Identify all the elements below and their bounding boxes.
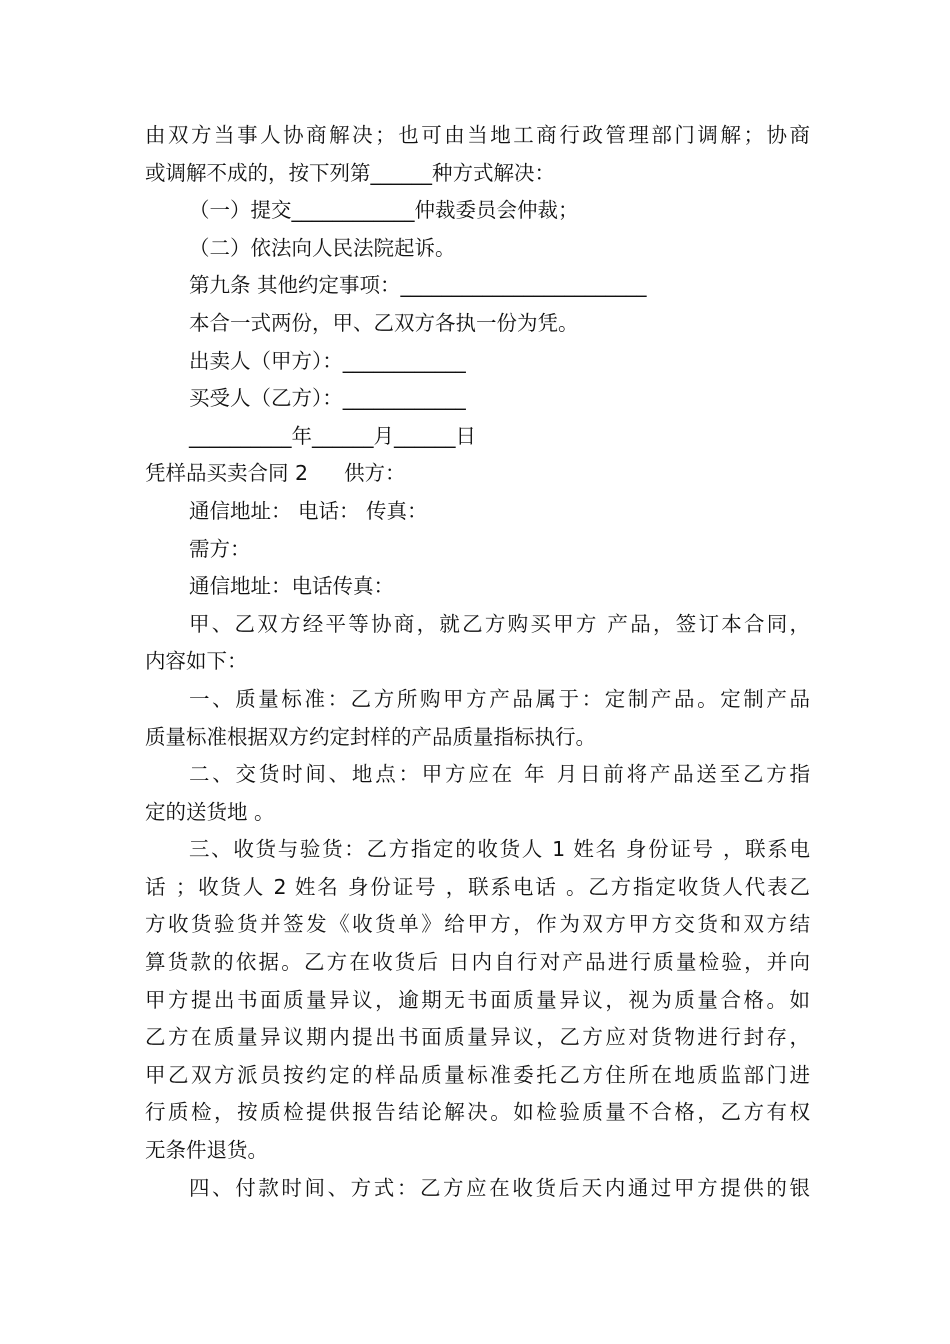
text-line: 通信地址：电话传真：	[189, 574, 394, 599]
text-line: 方收货验货并签发《收货单》给甲方，作为双方甲方交货和双方结	[145, 912, 810, 937]
text-line: 买受人（乙方）：____________	[189, 386, 466, 411]
text-line: （一）提交____________仲裁委员会仲裁；	[189, 198, 579, 223]
text-line: 无条件退货。	[145, 1138, 268, 1163]
contract-title: 凭样品买卖合同 2	[145, 461, 309, 486]
text-line: 需方：	[189, 536, 251, 561]
text-line: 由双方当事人协商解决；也可由当地工商行政管理部门调解；协商	[145, 123, 810, 147]
text-line: 甲乙双方派员按约定的样品质量标准委托乙方住所在地质监部门进	[145, 1062, 810, 1087]
text-line: 定的送货地 。	[145, 799, 275, 824]
text-line: 话 ；收货人 2 姓名 身份证号 ，联系电话 。乙方指定收货人代表乙	[145, 874, 810, 899]
text-line: 甲、乙双方经平等协商，就乙方购买甲方 产品，签订本合同，	[189, 611, 810, 636]
text-line: __________年______月______日	[189, 423, 476, 448]
contract-body	[145, 117, 810, 1207]
text-line: 二、交货时间、地点：甲方应在 年 月日前将产品送至乙方指	[189, 762, 810, 787]
text-line: 本合一式两份，甲、乙双方各执一份为凭。	[189, 310, 579, 335]
text-line: 出卖人（甲方）：____________	[189, 348, 466, 373]
text-line: 通信地址： 电话： 传真：	[189, 498, 428, 523]
supplier-label: 供方：	[344, 461, 406, 486]
text-line: 第九条 其他约定事项：________________________	[189, 273, 647, 298]
section-heading	[145, 455, 810, 493]
text-line: 质量标准根据双方约定封样的产品质量指标执行。	[145, 724, 596, 749]
text-line: 三、收货与验货：乙方指定的收货人 1 姓名 身份证号 ，联系电	[189, 837, 810, 862]
text-line: 四、付款时间、方式：乙方应在收货后天内通过甲方提供的银	[189, 1175, 810, 1200]
text-line: 乙方在质量异议期内提出书面质量异议，乙方应对货物进行封存，	[145, 1025, 810, 1050]
text-line: 或调解不成的，按下列第______种方式解决：	[145, 160, 555, 185]
text-line: 内容如下：	[145, 649, 248, 674]
text-line: （二）依法向人民法院起诉。	[189, 235, 456, 260]
text-line: 算货款的依据。乙方在收货后 日内自行对产品进行质量检验，并向	[145, 950, 810, 975]
text-line: 一、质量标准：乙方所购甲方产品属于：定制产品。定制产品	[189, 686, 810, 711]
text-line: 甲方提出书面质量异议，逾期无书面质量异议，视为质量合格。如	[145, 987, 810, 1012]
text-line: 行质检，按质检提供报告结论解决。如检验质量不合格，乙方有权	[145, 1100, 810, 1125]
